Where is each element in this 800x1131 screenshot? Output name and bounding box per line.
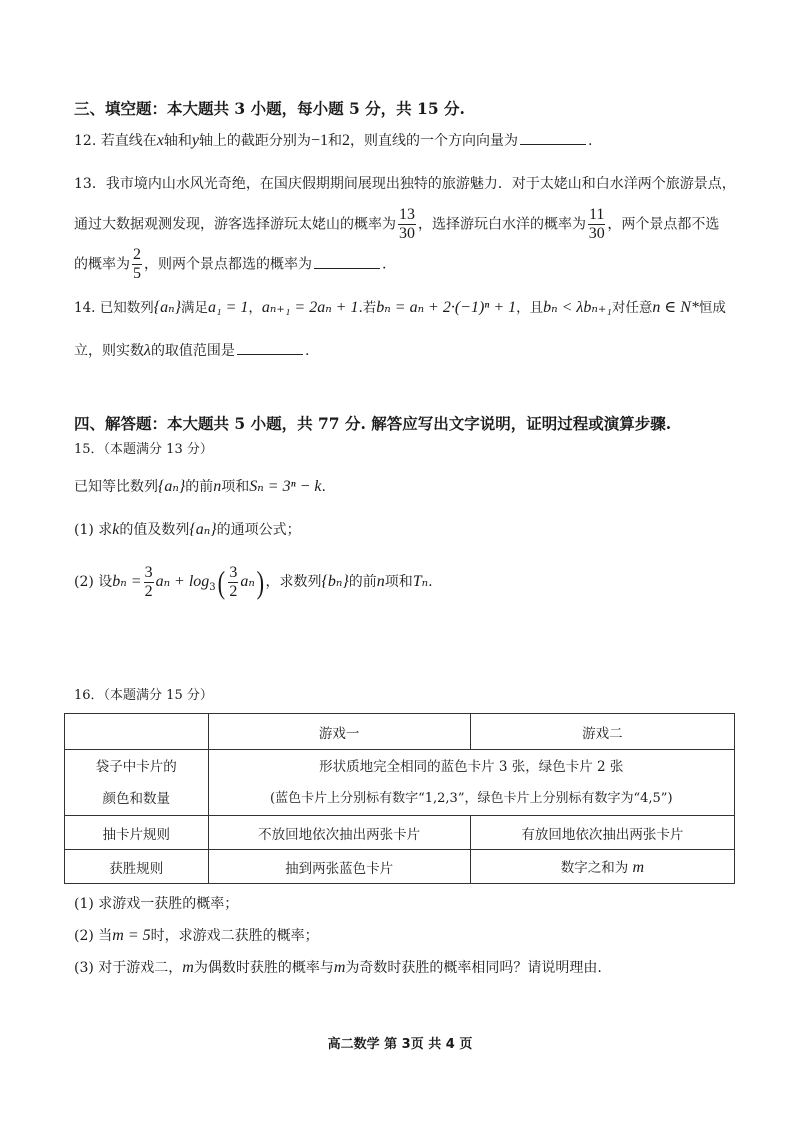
question-13-line1: 13．我市境内山水风光奇绝，在国庆假期期间展现出独特的旅游魅力．对于太姥山和白水洋两个旅游景点， xyxy=(74,176,736,192)
answer-blank-13 xyxy=(314,254,380,269)
question-16-part2: (2) 当m = 5时，求游戏二获胜的概率； xyxy=(74,927,319,944)
section4-title: 四、解答题：本大题共 5 小题，共 77 分. 解答应写出文字说明，证明过程或演算步骤. xyxy=(74,414,672,433)
game2-win-rule: 数字之和为 m xyxy=(470,850,734,884)
question-12: 12. 若直线在x轴和y轴上的截距分别为−1和2，则直线的一个方向向量为 . xyxy=(74,132,593,149)
page-footer: 高二数学 第 3页 共 4 页 xyxy=(327,1037,473,1052)
question-16-part1: (1) 求游戏一获胜的概率； xyxy=(74,896,239,912)
question-15-part1: (1) 求k的值及数列{aₙ}的通项公式； xyxy=(74,521,301,538)
question-15-stem: 已知等比数列{aₙ}的前n项和Sₙ = 3ⁿ − k. xyxy=(74,478,326,495)
fraction-3-2: $\frac{3}{2}$ xyxy=(144,563,153,600)
table-row-draw-rule xyxy=(65,816,735,850)
question-14-line2: 立，则实数λ的取值范围是 . xyxy=(74,342,310,359)
row-content-cards: 形状质地完全相同的蓝色卡片 3 张，绿色卡片 2 张 (蓝色卡片上分别标有数字“1,2,3”，绿色卡片上分别标有数字为“4,5”) xyxy=(208,750,734,816)
fraction-11-30: $\frac{11}{30}$ xyxy=(588,206,605,242)
game-rules-table xyxy=(64,713,735,884)
table-header-row xyxy=(65,714,735,750)
question-15-part2: (2) 设bₙ = $\frac{3}{2}$ $a_n + \log_3$( $\frac{3}{2}$ aₙ) ，求数列{bₙ}的前n项和Tₙ. xyxy=(74,563,433,600)
table-row-cards xyxy=(65,750,735,816)
row-label-draw: 抽卡片规则 xyxy=(65,816,209,850)
row-label-cards: 袋子中卡片的 颜色和数量 xyxy=(65,750,209,816)
table-row-win-rule xyxy=(65,850,735,884)
question-16-header: 16．（本题满分 15 分） xyxy=(74,688,213,703)
row-label-win: 获胜规则 xyxy=(65,850,209,884)
question-16-part3: (3) 对于游戏二，m为偶数时获胜的概率与m为奇数时获胜的概率相同吗？请说明理由. xyxy=(74,959,602,976)
answer-blank-12 xyxy=(520,130,586,145)
fraction-2-5: $\frac{2}{5}$ xyxy=(133,246,141,282)
fraction-3-2-inner: $\frac{3}{2}$ xyxy=(229,563,238,600)
section3-title: 三、填空题：本大题共 3 小题，每小题 5 分，共 15 分. xyxy=(74,99,465,118)
question-14-line1: 14. 已知数列{aₙ}满足a₁ = 1，aₙ₊₁ = 2aₙ + 1.若bₙ = aₙ + 2·(−1)ⁿ + 1，且bₙ < λbₙ₊₁对任意n ∈ N*恒成 xyxy=(74,299,726,316)
answer-blank-14 xyxy=(237,340,303,355)
question-13-line2: 通过大数据观测发现，游客选择游玩太姥山的概率为 $\frac{13}{30}$ ，选择游玩白水洋的概率为 $\frac{11}{30}$ ，两个景点都不选 xyxy=(74,206,720,242)
fraction-13-30: $\frac{13}{30}$ xyxy=(399,206,415,242)
header-game1: 游戏一 xyxy=(208,714,470,750)
game1-draw-rule: 不放回地依次抽出两张卡片 xyxy=(208,816,470,850)
header-game2: 游戏二 xyxy=(470,714,734,750)
question-13-line3: 的概率为 $\frac{2}{5}$ ，则两个景点都选的概率为 . xyxy=(74,246,387,282)
game1-win-rule: 抽到两张蓝色卡片 xyxy=(208,850,470,884)
question-15-header: 15．（本题满分 13 分） xyxy=(74,442,213,457)
game2-draw-rule: 有放回地依次抽出两张卡片 xyxy=(470,816,734,850)
